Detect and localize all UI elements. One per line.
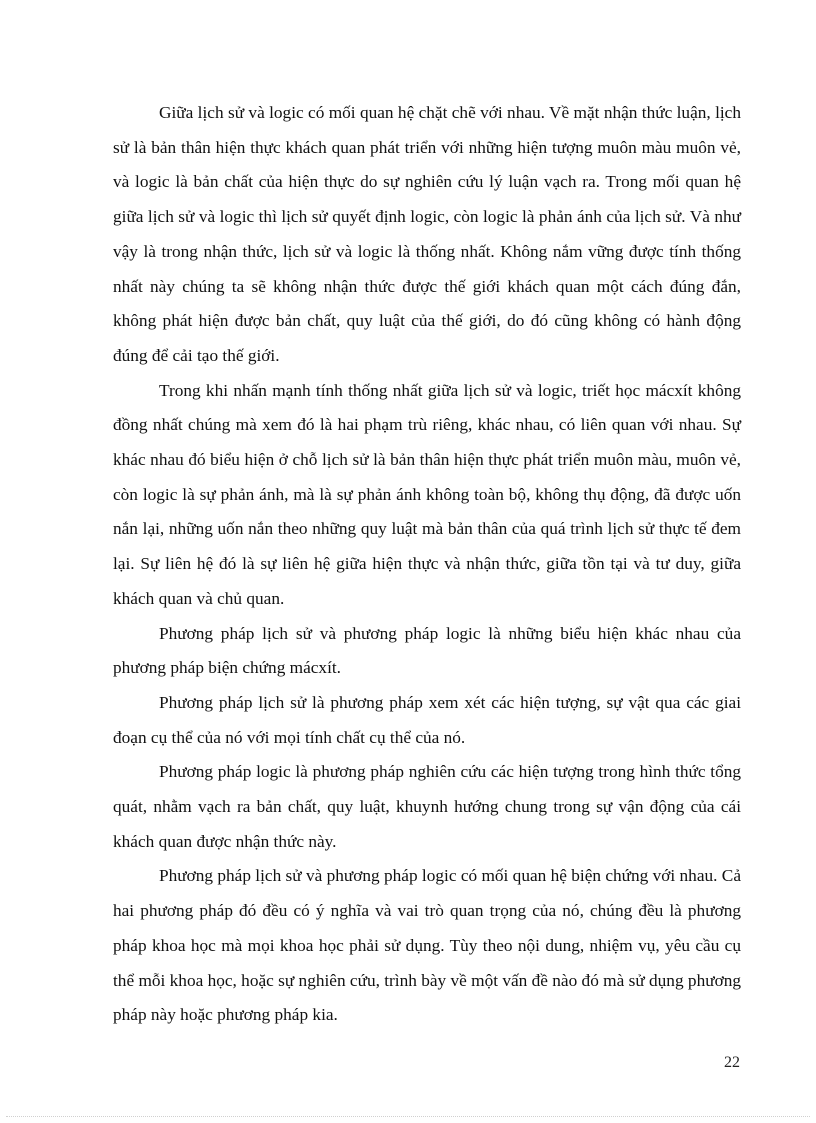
body-text	[113, 96, 741, 1033]
paragraph-unity-and-difference: Trong khi nhấn mạnh tính thống nhất giữa lịch sử và logic, triết học mácxít không đồng nhất chúng mà xem đó là hai phạm trù riêng, khác nhau, có liên quan với nhau. Sự khác nhau đó biểu hiện ở chỗ lịch sử là bản thân hiện thực phát triển muôn màu, muôn vẻ, còn logic là sự phản ánh, mà là sự phản ánh không toàn bộ, không thụ động, đã được uốn nắn lại, những uốn nắn theo những quy luật mà bản thân của quá trình lịch sử thực tế đem lại. Sự liên hệ đó là sự liên hệ giữa hiện thực và nhận thức, giữa tồn tại và tư duy, giữa khách quan và chủ quan.	[113, 380, 741, 608]
page-number: 22	[724, 1054, 740, 1071]
paragraph-methods-dialectical-relation: Phương pháp lịch sử và phương pháp logic có mối quan hệ biện chứng với nhau. Cả hai phương pháp đó đều có ý nghĩa và vai trò quan trọng của nó, chúng đều là phương pháp khoa học mà mọi khoa học phải sử dụng. Tùy theo nội dung, nhiệm vụ, yêu cầu cụ thể mỗi khoa học, hoặc sự nghiên cứu, trình bày về một vấn đề nào đó mà sử dụng phương pháp này hoặc phương pháp kia.	[113, 866, 741, 1025]
paragraph-history-logic-relation: Giữa lịch sử và logic có mối quan hệ chặt chẽ với nhau. Về mặt nhận thức luận, lịch sử là bản thân hiện thực khách quan phát triển với những hiện tượng muôn màu muôn vẻ, và logic là bản chất của hiện thực do sự nghiên cứu lý luận vạch ra. Trong mối quan hệ giữa lịch sử và logic thì lịch sử quyết định logic, còn logic là phản ánh của lịch sử. Và như vậy là trong nhận thức, lịch sử và logic là thống nhất. Không nắm vững được tính thống nhất này chúng ta sẽ không nhận thức được thế giới khách quan một cách đúng đắn, không phát hiện được bản chất, quy luật của thế giới, do đó cũng không có hành động đúng để cải tạo thế giới.	[113, 103, 741, 365]
paragraph-historical-method: Phương pháp lịch sử là phương pháp xem xét các hiện tượng, sự vật qua các giai đoạn cụ thể của nó với mọi tính chất cụ thể của nó.	[113, 692, 741, 747]
paragraph-logical-method: Phương pháp logic là phương pháp nghiên cứu các hiện tượng trong hình thức tổng quát, nhằm vạch ra bản chất, quy luật, khuynh hướng chung trong sự vận động của cái khách quan được nhận thức này.	[113, 762, 741, 851]
page-bottom-divider	[6, 1116, 810, 1117]
paragraph-methods-intro: Phương pháp lịch sử và phương pháp logic là những biểu hiện khác nhau của phương pháp biện chứng mácxít.	[113, 623, 741, 678]
